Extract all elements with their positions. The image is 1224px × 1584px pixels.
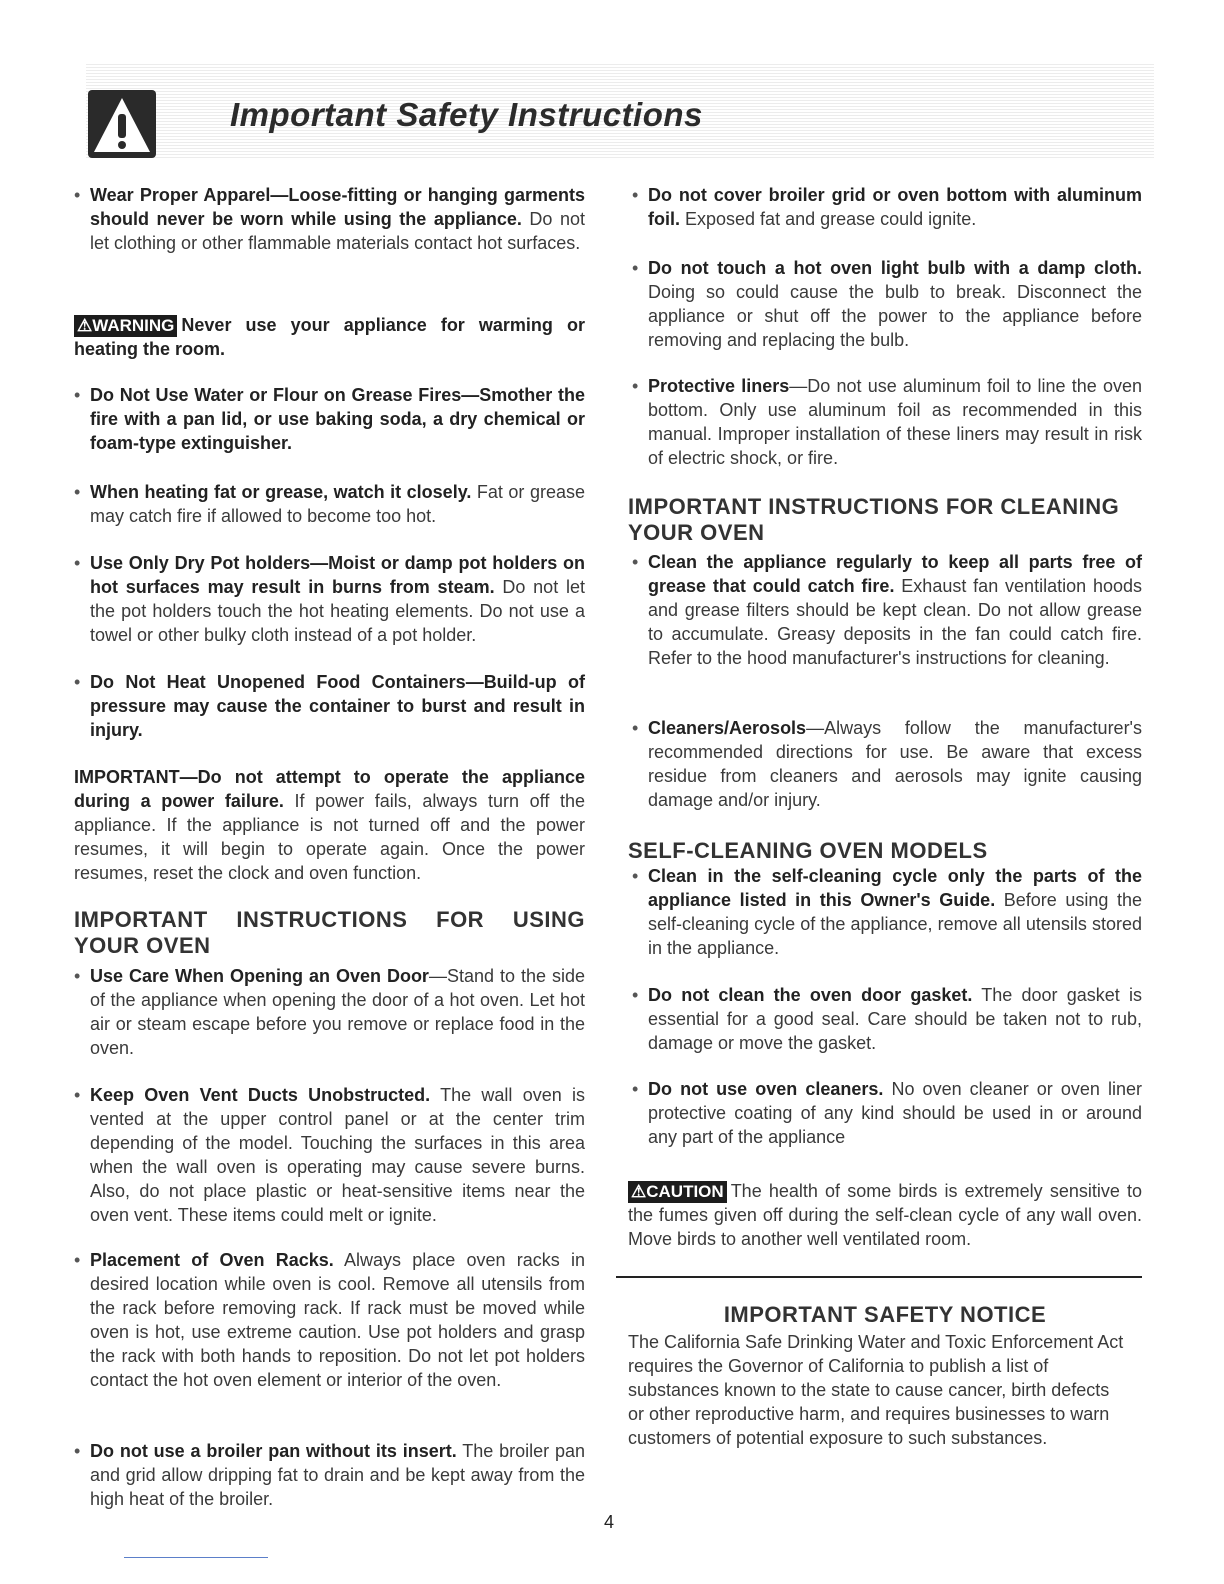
safety-item-door-gasket: • Do not clean the oven door gasket. The door gasket is essential for a good seal. Care should be taken not to rub, damage or move the gasket. — [648, 983, 1142, 1055]
footer-line — [124, 1557, 268, 1558]
divider — [616, 1276, 1142, 1278]
caution-badge: ⚠CAUTION — [628, 1181, 727, 1203]
safety-item-power-failure: IMPORTANT—Do not attempt to operate the appliance during a power failure. If power fails, always turn off the appliance. If the appliance is not turned off and the power resumes, it will begin to operate again. Once the power resumes, reset the clock and oven function. — [74, 767, 586, 883]
safety-item-food-containers: • Do Not Heat Unopened Food Containers—Build-up of pressure may cause the container to burst and result in injury. — [90, 670, 585, 742]
notice-text: The California Safe Drinking Water and Toxic Enforcement Act requires the Governor of California to publish a list of substances known to the state to cause cancer, birth defects or other reproductive harm, and requires businesses to warn customers of potential exposure to such substances. — [628, 1332, 1124, 1448]
section-heading-using-oven: IMPORTANT INSTRUCTIONS FOR USING YOUR OVEN — [74, 907, 585, 958]
safety-item-grease-fires: • Do Not Use Water or Flour on Grease Fires—Smother the fire with a pan lid, or use baking soda, a dry chemical or foam-type extinguisher. — [90, 383, 585, 455]
safety-item-cleaners-aerosols: • Cleaners/Aerosols—Always follow the manufacturer's recommended directions for use. Be aware that excess residue from cleaners and aerosols may ignite causing damage and/or injury. — [648, 716, 1142, 812]
safety-item-clean-regularly: • Clean the appliance regularly to keep all parts free of grease that could catch fire. Exhaust fan ventilation hoods and grease filters should be kept clean. Do not allow grease to accumulate. Greasy deposits in the fan could catch fire. Refer to the hood manufacturer's instructions for cleaning. — [648, 550, 1142, 670]
safety-item-apparel: • Wear Proper Apparel—Loose-fitting or hanging garments should never be worn while using the appliance. Do not let clothing or other flammable materials contact hot surfaces. — [90, 183, 585, 255]
section-heading-cleaning-oven: IMPORTANT INSTRUCTIONS FOR CLEANING YOUR OVEN — [628, 494, 1120, 545]
page-number: 4 — [604, 1512, 615, 1532]
caution-notice: ⚠CAUTION The health of some birds is extremely sensitive to the fumes given off during the self-clean cycle of any wall oven. Move birds to another well ventilated room. — [628, 1181, 1142, 1249]
safety-item-oven-door: • Use Care When Opening an Oven Door—Stand to the side of the appliance when opening the door of a hot oven. Let hot air or steam escape before you remove or replace food in the oven. — [90, 964, 585, 1060]
page-title: Important Safety Instructions — [230, 96, 703, 133]
safety-item-aluminum-foil: • Do not cover broiler grid or oven bottom with aluminum foil. Exposed fat and grease could ignite. — [648, 183, 1142, 231]
section-heading-self-cleaning: SELF-CLEANING OVEN MODELS — [628, 838, 988, 863]
safety-item-light-bulb: • Do not touch a hot oven light bulb with a damp cloth. Doing so could cause the bulb to break. Disconnect the appliance or shut off the power to the appliance before removing and replacing the bulb. — [648, 256, 1142, 352]
safety-item-pot-holders: • Use Only Dry Pot holders—Moist or damp pot holders on hot surfaces may result in burns from steam. Do not let the pot holders touch the hot heating elements. Do not use a towel or other bulky cloth instead of a pot holder. — [90, 551, 585, 647]
safety-item-vent-ducts: • Keep Oven Vent Ducts Unobstructed. The wall oven is vented at the upper control panel or at the center trim depending of the model. Touching the surfaces in this area when the wall oven is operating may cause severe burns. Also, do not place plastic or heat-sensitive items near the oven vent. These items could melt or ignite. — [90, 1083, 585, 1227]
safety-item-heating-fat: • When heating fat or grease, watch it closely. Fat or grease may catch fire if allowed to become too hot. — [90, 480, 585, 528]
warning-badge: ⚠WARNING — [74, 315, 177, 337]
notice-heading: IMPORTANT SAFETY NOTICE — [723, 1302, 1047, 1327]
warning-notice: ⚠WARNING Never use your appliance for warming or heating the room. — [74, 315, 585, 359]
safety-item-broiler-pan: • Do not use a broiler pan without its insert. The broiler pan and grid allow dripping fat to drain and be kept away from the high heat of the broiler. — [90, 1439, 585, 1511]
safety-item-oven-cleaners: • Do not use oven cleaners. No oven cleaner or oven liner protective coating of any kind should be used in or around any part of the appliance — [648, 1077, 1142, 1149]
safety-item-protective-liners: • Protective liners—Do not use aluminum foil to line the oven bottom. Only use aluminum foil as recommended in this manual. Improper installation of these liners may result in risk of electric shock, or fire. — [648, 374, 1142, 470]
warning-triangle-icon — [88, 90, 156, 158]
safety-item-self-clean-parts: • Clean in the self-cleaning cycle only the parts of the appliance listed in this Owner's Guide. Before using the self-cleaning cycle of the appliance, remove all utensils stored in the appliance. — [648, 864, 1142, 960]
safety-item-oven-racks: • Placement of Oven Racks. Always place oven racks in desired location while oven is cool. Remove all utensils from the rack before removing rack. If rack must be moved while oven is hot, use extreme caution. Use pot holders and grasp the rack with both hands to reposition. Do not let pot holders contact the hot oven element or interior of the oven. — [90, 1248, 585, 1392]
